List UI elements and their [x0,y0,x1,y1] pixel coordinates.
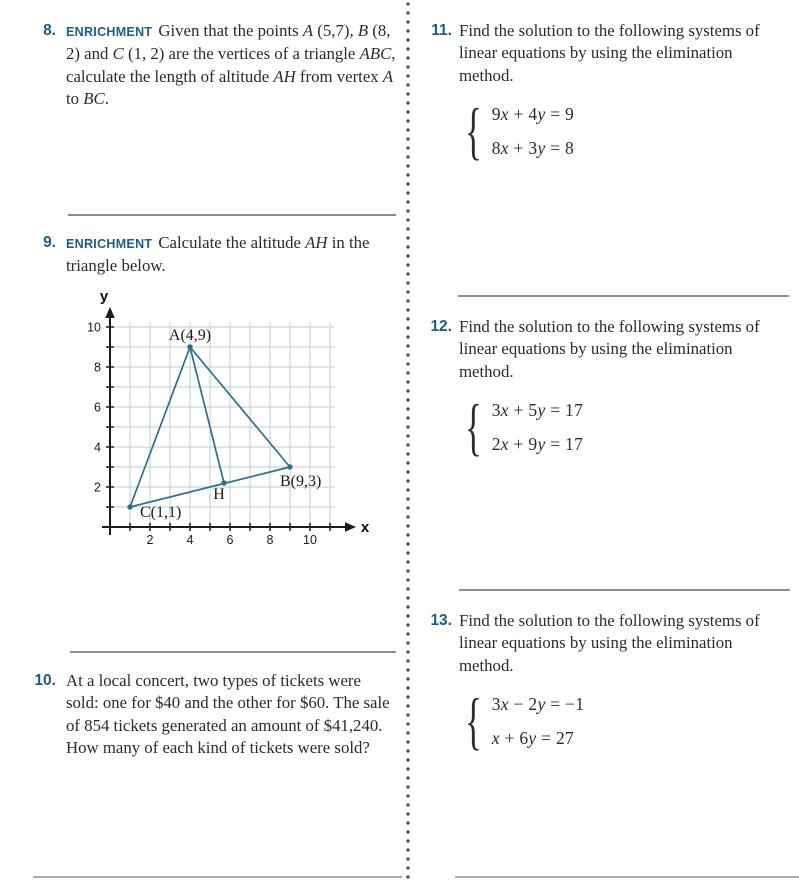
equation-line: 9x + 4y = 9 [491,103,575,124]
equation-list [492,689,585,753]
point-A [187,344,192,349]
problem-number: 13. [430,612,452,629]
problem-13 [416,610,773,756]
problem-number: 9. [43,234,56,251]
system-brace: { [465,390,482,462]
problem-10 [22,670,396,759]
answer-box-edge [455,876,799,878]
divider-line [458,295,789,297]
problem-8 [22,20,398,110]
answer-box-edge [33,876,402,878]
problem-9 [22,232,398,278]
problem-text: Find the solution to the following systems of linear equations by using the elimination method. [459,611,760,675]
point-label-C: C(1,1) [140,504,182,521]
equation-line: 2x + 9y = 17 [491,433,584,454]
equation-system [465,390,773,462]
equation-system [465,684,773,756]
system-brace: { [465,94,482,166]
enrichment-tag: ENRICHMENT [66,237,153,251]
equation-line: 3x − 2y = −1 [491,693,585,714]
x-tick-label: 6 [226,533,234,547]
problem-text: Calculate the altitude AH in the triangle below. [66,233,370,276]
problem-body [459,20,773,166]
problem-text: Find the solution to the following systems of linear equations by using the elimination method. [459,317,760,381]
problem-11 [416,20,773,166]
problem-body [459,610,773,756]
point-label-A: A(4,9) [168,327,212,344]
enrichment-tag: ENRICHMENT [66,25,153,39]
problem-text: At a local concert, two types of tickets were sold: one for $40 and the other for $60. The sale of 854 tickets generated an amount of $41,240. How many of each kind of tickets were sold? [66,671,390,757]
x-tick-label: 8 [266,533,274,547]
y-tick-label: 10 [87,320,101,335]
divider-line [459,589,790,591]
problem-body [459,316,773,462]
equation-list [492,99,574,163]
y-tick-label: 6 [94,400,101,415]
point-C [127,504,132,509]
system-brace: { [465,684,482,756]
column-divider-dotted [406,0,410,884]
problem-number: 8. [43,22,56,39]
problem-body [66,670,396,759]
y-tick-label: 8 [94,360,101,375]
x-tick-label: 2 [146,533,154,547]
equation-system [465,94,773,166]
equation-line: 8x + 3y = 8 [491,137,575,158]
divider-line [70,651,396,653]
coordinate-graph [84,286,376,562]
point-B [287,464,292,469]
x-axis-label: x [360,519,370,536]
y-axis-arrow [105,307,115,318]
problem-12 [416,316,773,462]
y-tick-label: 4 [94,440,101,455]
divider-line [68,214,396,216]
equation-line: 3x + 5y = 17 [491,399,584,420]
problem-number: 12. [430,318,452,335]
point-label-H: H [213,486,225,503]
y-axis-label: y [99,288,109,305]
problem-number: 11. [431,22,452,39]
point-H [221,480,226,485]
equation-list [492,395,583,459]
y-tick-label: 2 [94,480,101,495]
point-label-B: B(9,3) [280,473,322,490]
x-axis-arrow [345,522,356,532]
triangle-figure [84,286,376,567]
problem-body [66,232,398,278]
problem-body [66,20,398,110]
x-tick-label: 10 [303,533,317,547]
x-tick-label: 4 [186,533,194,547]
equation-line: x + 6y = 27 [491,727,575,748]
problem-number: 10. [34,672,56,689]
problem-text: Given that the points A (5,7), B (8, 2) and C (1, 2) are the vertices of a triangle ABC, calculate the length of altitude AH from vertex A to BC. [66,21,396,108]
problem-text: Find the solution to the following systems of linear equations by using the elimination method. [459,21,760,85]
